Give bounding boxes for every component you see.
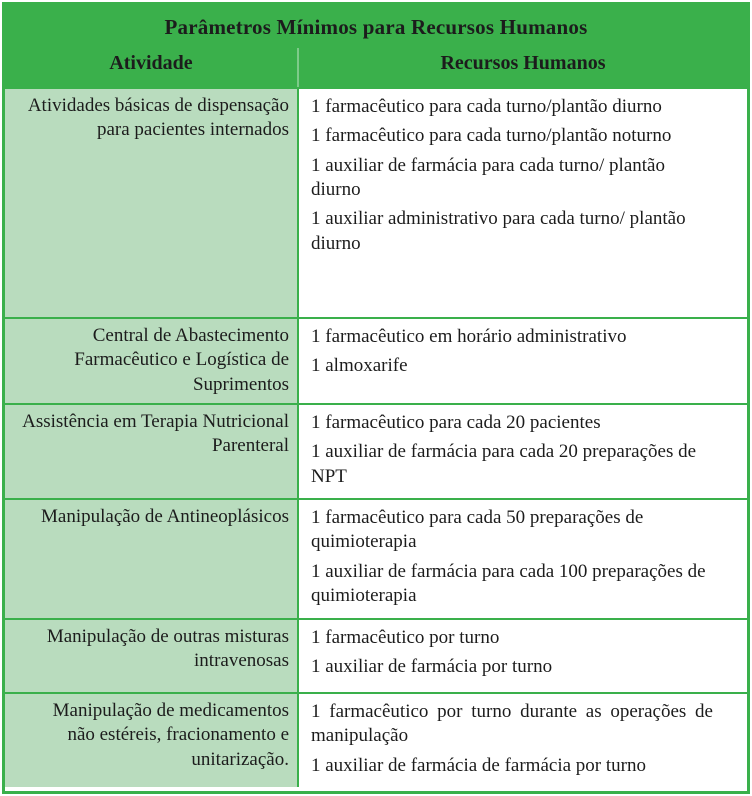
resources-cell: [299, 405, 747, 498]
activity-cell: Manipulação de Antineoplásicos: [5, 500, 299, 618]
resources-cell: [299, 89, 747, 317]
resource-item: 1 auxiliar administrativo para cada turno/ plantão diurno: [311, 208, 686, 254]
resource-item: 1 auxiliar de farmácia para cada 20 preparações de NPT: [311, 441, 697, 487]
table-row: [5, 498, 747, 618]
resource-item: 1 auxiliar de farmácia para cada turno/ plantão diurno: [311, 154, 665, 200]
resources-cell: [299, 620, 747, 692]
resources-cell: [299, 694, 747, 787]
resource-item: 1 almoxarife: [311, 355, 408, 377]
table-row: [5, 618, 747, 692]
table-row: [5, 317, 747, 403]
table-row: [5, 87, 747, 317]
hr-parameters-table: [2, 2, 750, 794]
resource-item: 1 farmacêutico para cada turno/plantão diurno: [311, 96, 662, 117]
activity-cell: Manipulação de medicamentos não estéreis, fracionamento e unitarização.: [5, 694, 299, 787]
table-row: [5, 403, 747, 498]
column-header-recursos-humanos: Recursos Humanos: [440, 52, 606, 74]
column-header-atividade: Atividade: [5, 48, 299, 87]
resource-item: 1 auxiliar de farmácia por turno: [311, 656, 553, 678]
resource-item: 1 farmacêutico em horário administrativo: [311, 326, 627, 347]
activity-cell: Central de Abastecimento Farmacêutico e Logística de Suprimentos: [5, 319, 299, 403]
activity-cell: Atividades básicas de dispensação para pacientes internados: [5, 89, 299, 317]
resources-cell: [299, 319, 747, 403]
table-row: [5, 692, 747, 787]
resource-item: 1 farmacêutico por turno durante as operações de manipulação: [311, 700, 713, 747]
resource-item: 1 farmacêutico para cada turno/plantão noturno: [311, 125, 672, 147]
table-title: Parâmetros Mínimos para Recursos Humanos: [5, 5, 747, 48]
resource-item: 1 farmacêutico para cada 20 pacientes: [311, 412, 601, 433]
table-header-row: [5, 48, 747, 87]
resource-item: 1 auxiliar de farmácia para cada 100 preparações de quimioterapia: [311, 560, 706, 606]
resources-cell: [299, 500, 747, 618]
resource-item: 1 auxiliar de farmácia de farmácia por turno: [311, 754, 646, 776]
table-body: [5, 87, 747, 787]
activity-cell: Manipulação de outras misturas intravenosas: [5, 620, 299, 692]
resource-item: 1 farmacêutico para cada 50 preparações de quimioterapia: [311, 506, 644, 553]
activity-cell: Assistência em Terapia Nutricional Parenteral: [5, 405, 299, 498]
resource-item: 1 farmacêutico por turno: [311, 626, 500, 648]
